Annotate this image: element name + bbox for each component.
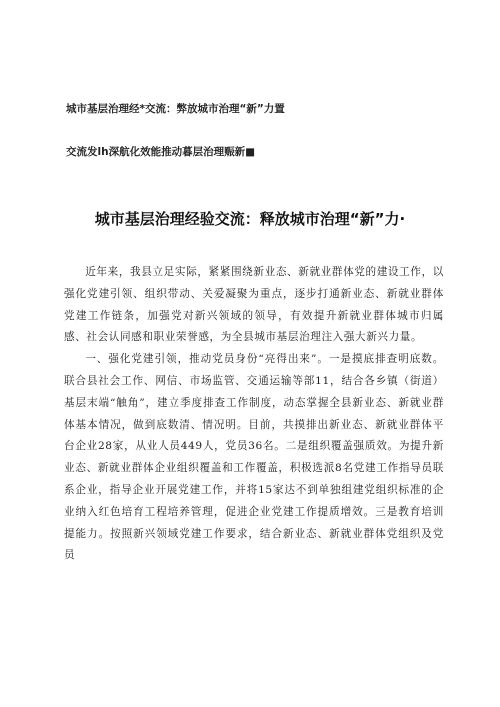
- paragraph-section-1: 一、强化党建引领，推动党员身份“亮得出来”。一是摸底排查明底数。联合县社会工作、网信、市场监管、交通运输等部11，结合各乡镇（街道）基层末端“触角”，建立季度排查工作制度，动态掌握全县新业态、新就业群体基本情况，做到底数清、情况明。目前，共摸排出新业态、新就业群体平台企业28家，从业人员449人，党员36名。二是组织覆盖强质效。为提升新业态、新就业群体企业组织覆盖和工作覆盖，积极选派8名党建工作指导员联系企业，指导企业开展党建工作，并将15家达不到单独组建党组织标准的企业纳入红色培育工程培养管理，促进企业党建工作提质增效。三是教育培训提能力。按照新兴领域党建工作要求，结合新业态、新就业群体党组织及党员: [64, 353, 444, 562]
- document-body: [64, 262, 444, 567]
- document-title: 城市基层治理经验交流：释放城市治理“新”力·: [94, 210, 406, 228]
- header-line-1: 城市基层治理经*交流：弊放城市治理“新”力置: [66, 103, 285, 115]
- header-line-2: 交流发lh深航化效能推动暮层治理赈新■: [66, 146, 255, 158]
- paragraph-intro: 近年来，我县立足实际，紧紧围绕新业态、新就业群体党的建设工作，以强化党建引领、组织带动、关爱凝聚为重点，逐步打通新业态、新就业群体党建工作链条，加强党对新兴领域的领导，有效提升新就业群体城市归属感、社会认同感和职业荣誉感，为全县城市基层治理注入强大新兴力量。: [64, 266, 444, 344]
